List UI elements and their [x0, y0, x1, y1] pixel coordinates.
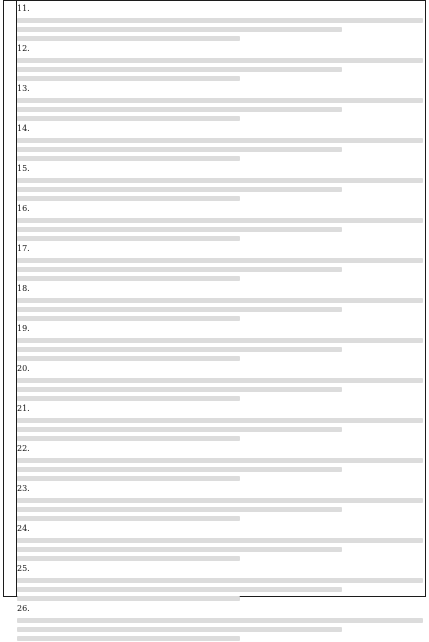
item-number: 26. — [17, 604, 30, 613]
document-item — [17, 82, 423, 122]
text-placeholder — [17, 334, 423, 361]
document-item — [17, 602, 423, 642]
item-paragraph — [17, 283, 423, 294]
placeholder-line — [17, 516, 240, 521]
document-item — [17, 522, 423, 562]
placeholder-line — [17, 236, 240, 241]
item-paragraph — [17, 483, 423, 494]
document-item — [17, 402, 423, 442]
text-placeholder — [17, 214, 423, 241]
document-item — [17, 202, 423, 242]
document-item — [17, 242, 423, 282]
placeholder-line — [17, 538, 423, 543]
text-placeholder — [17, 174, 423, 201]
placeholder-line — [17, 18, 423, 23]
placeholder-line — [17, 387, 342, 392]
item-paragraph — [17, 123, 423, 134]
placeholder-line — [17, 307, 342, 312]
item-number: 24. — [17, 524, 30, 533]
document-item — [17, 442, 423, 482]
placeholder-line — [17, 76, 240, 81]
text-placeholder — [17, 374, 423, 401]
item-paragraph — [17, 83, 423, 94]
placeholder-line — [17, 418, 423, 423]
placeholder-line — [17, 498, 423, 503]
placeholder-line — [17, 58, 423, 63]
item-number: 21. — [17, 404, 30, 413]
document-item — [17, 562, 423, 602]
item-paragraph — [17, 203, 423, 214]
item-list — [17, 2, 423, 642]
placeholder-line — [17, 467, 342, 472]
document-item — [17, 322, 423, 362]
item-paragraph — [17, 243, 423, 254]
placeholder-line — [17, 436, 240, 441]
text-placeholder — [17, 254, 423, 281]
item-number: 25. — [17, 564, 30, 573]
item-paragraph — [17, 3, 423, 14]
text-placeholder — [17, 294, 423, 321]
placeholder-line — [17, 147, 342, 152]
placeholder-line — [17, 298, 423, 303]
text-placeholder — [17, 414, 423, 441]
document-item — [17, 2, 423, 42]
placeholder-line — [17, 396, 240, 401]
placeholder-line — [17, 178, 423, 183]
placeholder-line — [17, 187, 342, 192]
document-item — [17, 162, 423, 202]
item-paragraph — [17, 163, 423, 174]
placeholder-line — [17, 378, 423, 383]
placeholder-line — [17, 556, 240, 561]
text-placeholder — [17, 94, 423, 121]
placeholder-line — [17, 218, 423, 223]
item-number: 23. — [17, 484, 30, 493]
placeholder-line — [17, 627, 342, 632]
item-number: 17. — [17, 244, 30, 253]
item-paragraph — [17, 443, 423, 454]
text-placeholder — [17, 494, 423, 521]
item-number: 22. — [17, 444, 30, 453]
placeholder-line — [17, 476, 240, 481]
placeholder-line — [17, 276, 240, 281]
item-paragraph — [17, 403, 423, 414]
placeholder-line — [17, 338, 423, 343]
item-number: 19. — [17, 324, 30, 333]
item-paragraph — [17, 563, 423, 574]
placeholder-line — [17, 156, 240, 161]
placeholder-line — [17, 138, 423, 143]
placeholder-line — [17, 596, 240, 601]
placeholder-line — [17, 458, 423, 463]
item-paragraph — [17, 323, 423, 334]
text-placeholder — [17, 14, 423, 41]
text-placeholder — [17, 614, 423, 641]
placeholder-line — [17, 258, 423, 263]
item-number: 16. — [17, 204, 30, 213]
item-number: 11. — [17, 4, 30, 13]
item-number: 15. — [17, 164, 30, 173]
placeholder-line — [17, 316, 240, 321]
text-placeholder — [17, 534, 423, 561]
placeholder-line — [17, 27, 342, 32]
placeholder-line — [17, 578, 423, 583]
placeholder-line — [17, 36, 240, 41]
placeholder-line — [17, 107, 342, 112]
document-item — [17, 482, 423, 522]
document-item — [17, 122, 423, 162]
placeholder-line — [17, 547, 342, 552]
text-placeholder — [17, 574, 423, 601]
placeholder-line — [17, 507, 342, 512]
item-number: 14. — [17, 124, 30, 133]
item-number: 12. — [17, 44, 30, 53]
item-number: 13. — [17, 84, 30, 93]
document-item — [17, 282, 423, 322]
document-content — [17, 2, 423, 613]
placeholder-line — [17, 227, 342, 232]
placeholder-line — [17, 116, 240, 121]
item-paragraph — [17, 43, 423, 54]
text-placeholder — [17, 454, 423, 481]
item-paragraph — [17, 363, 423, 374]
placeholder-line — [17, 618, 423, 623]
placeholder-line — [17, 267, 342, 272]
placeholder-line — [17, 67, 342, 72]
item-paragraph — [17, 603, 423, 614]
placeholder-line — [17, 587, 342, 592]
placeholder-line — [17, 356, 240, 361]
document-item — [17, 42, 423, 82]
item-number: 18. — [17, 284, 30, 293]
placeholder-line — [17, 347, 342, 352]
placeholder-line — [17, 196, 240, 201]
item-number: 20. — [17, 364, 30, 373]
placeholder-line — [17, 636, 240, 641]
document-item — [17, 362, 423, 402]
placeholder-line — [17, 427, 342, 432]
placeholder-line — [17, 98, 423, 103]
text-placeholder — [17, 134, 423, 161]
text-placeholder — [17, 54, 423, 81]
item-paragraph — [17, 523, 423, 534]
